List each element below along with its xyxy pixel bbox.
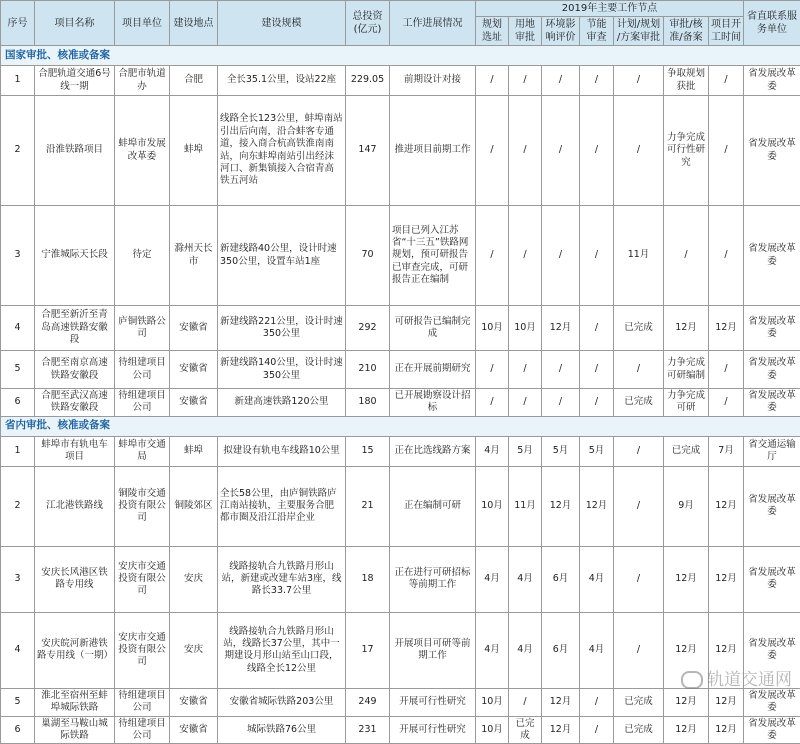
cell-node: 已完成 <box>614 688 664 716</box>
cell-seq: 5 <box>1 351 35 389</box>
cell-scale: 拟建设有轨电车线路10公里 <box>218 436 346 466</box>
cell-node: / <box>509 206 542 306</box>
cell-contact: 省发展改革委 <box>744 96 800 206</box>
cell-location: 蚌埠 <box>170 436 218 466</box>
section-title: 省内审批、核准或备案 <box>1 416 800 436</box>
table-row <box>1 96 800 206</box>
cell-progress: 正在进行可研招标等前期工作 <box>390 546 476 612</box>
cell-contact: 省交通运输厅 <box>744 436 800 466</box>
cell-node: 4月 <box>509 546 542 612</box>
cell-node: / <box>509 96 542 206</box>
cell-node: 12月 <box>709 688 744 716</box>
cell-contact: 省发展改革委 <box>744 466 800 546</box>
cell-node: 力争完成可研编制 <box>664 351 709 389</box>
table-row <box>1 66 800 96</box>
cell-location: 安庆 <box>170 612 218 688</box>
cell-investment: 249 <box>346 688 390 716</box>
cell-node: 已完成 <box>509 716 542 744</box>
cell-node: 7月 <box>709 436 744 466</box>
table-row <box>1 688 800 716</box>
cell-name: 安庆皖河新港铁路专用线（一期） <box>35 612 115 688</box>
cell-node: 12月 <box>542 688 580 716</box>
cell-node: 12月 <box>542 716 580 744</box>
cell-seq: 2 <box>1 96 35 206</box>
cell-scale: 新建线路140公里，设计时速350公里 <box>218 351 346 389</box>
table-row <box>1 546 800 612</box>
cell-investment: 292 <box>346 306 390 351</box>
cell-unit: 待组建项目公司 <box>115 389 170 417</box>
cell-investment: 231 <box>346 716 390 744</box>
cell-investment: 18 <box>346 546 390 612</box>
cell-location: 安徽省 <box>170 351 218 389</box>
cell-node: 12月 <box>709 716 744 744</box>
cell-name: 合肥至新沂至青岛高速铁路安徽段 <box>35 306 115 351</box>
cell-node: / <box>580 688 614 716</box>
cell-node: 已完成 <box>614 306 664 351</box>
cell-node: 12月 <box>709 612 744 688</box>
header-nodes: 2019年主要工作节点 <box>476 1 744 17</box>
cell-node: 12月 <box>542 306 580 351</box>
cell-node: 力争完成可研 <box>664 389 709 417</box>
cell-node: / <box>709 206 744 306</box>
cell-node: 11月 <box>614 206 664 306</box>
cell-node: 4月 <box>580 546 614 612</box>
cell-investment: 210 <box>346 351 390 389</box>
cell-node: / <box>542 351 580 389</box>
cell-node: / <box>580 351 614 389</box>
section-title: 国家审批、核准或备案 <box>1 46 800 66</box>
cell-investment: 180 <box>346 389 390 417</box>
table-row <box>1 306 800 351</box>
cell-node: / <box>509 66 542 96</box>
cell-node: / <box>476 96 509 206</box>
cell-node: / <box>709 96 744 206</box>
cell-unit: 待组建项目公司 <box>115 716 170 744</box>
header-unit: 项目单位 <box>115 1 170 46</box>
cell-node: 10月 <box>476 688 509 716</box>
cell-unit: 合肥市轨道办 <box>115 66 170 96</box>
cell-name: 沿淮铁路项目 <box>35 96 115 206</box>
cell-progress: 项目已列入江苏省“十三五”铁路网规划，预可研报告已审查完成，可研报告正在编制 <box>390 206 476 306</box>
cell-node: / <box>614 466 664 546</box>
cell-progress: 已开展勘察设计招标 <box>390 389 476 417</box>
cell-contact: 省发展改革委 <box>744 612 800 688</box>
cell-seq: 6 <box>1 389 35 417</box>
table-row <box>1 351 800 389</box>
cell-node: / <box>542 206 580 306</box>
cell-node: / <box>614 612 664 688</box>
cell-node: / <box>614 546 664 612</box>
cell-node: / <box>476 66 509 96</box>
cell-node: / <box>580 389 614 417</box>
cell-node: 6月 <box>542 612 580 688</box>
header-investment: 总投资 (亿元) <box>346 1 390 46</box>
section-national <box>1 46 800 66</box>
cell-location: 蚌埠 <box>170 96 218 206</box>
cell-name: 合肥至南京高速铁路安徽段 <box>35 351 115 389</box>
cell-scale: 全长35.1公里，设站22座 <box>218 66 346 96</box>
cell-node: 12月 <box>709 306 744 351</box>
cell-node: 已完成 <box>614 716 664 744</box>
header-node-env: 环境影 响评价 <box>542 17 580 46</box>
cell-node: 10月 <box>509 306 542 351</box>
header-node-land: 用地 审批 <box>509 17 542 46</box>
cell-node: 12月 <box>542 466 580 546</box>
cell-name: 合肥轨道交通6号线一期 <box>35 66 115 96</box>
cell-node: / <box>614 351 664 389</box>
cell-node: / <box>664 206 709 306</box>
cell-seq: 3 <box>1 546 35 612</box>
cell-node: 4月 <box>476 612 509 688</box>
cell-node: / <box>580 716 614 744</box>
cell-progress: 可研报告已编制完成 <box>390 306 476 351</box>
cell-unit: 安庆市交通投资有限公司 <box>115 612 170 688</box>
cell-unit: 铜陵市交通投资有限公司 <box>115 466 170 546</box>
header-node-energy: 节能 审查 <box>580 17 614 46</box>
cell-name: 安庆长风港区铁路专用线 <box>35 546 115 612</box>
cell-seq: 6 <box>1 716 35 744</box>
cell-unit: 蚌埠市发展改革委 <box>115 96 170 206</box>
cell-contact: 省发展改革委 <box>744 546 800 612</box>
header-seq: 序号 <box>1 1 35 46</box>
cell-node: 9月 <box>664 466 709 546</box>
cell-node: 12月 <box>709 466 744 546</box>
cell-node: / <box>476 351 509 389</box>
cell-node: 4月 <box>476 436 509 466</box>
cell-node: 4月 <box>580 612 614 688</box>
cell-node: 12月 <box>664 688 709 716</box>
cell-node: / <box>614 436 664 466</box>
cell-node: / <box>614 66 664 96</box>
cell-seq: 1 <box>1 436 35 466</box>
cell-location: 滁州天长市 <box>170 206 218 306</box>
cell-node: 争取规划获批 <box>664 66 709 96</box>
watermark-text: 轨道交通网 <box>707 670 792 690</box>
table-header <box>1 1 800 46</box>
cell-node: / <box>580 206 614 306</box>
section-provincial <box>1 416 800 436</box>
cell-node: 12月 <box>709 546 744 612</box>
cell-contact: 省发展改革委 <box>744 716 800 744</box>
cell-node: / <box>542 96 580 206</box>
cell-unit: 安庆市交通投资有限公司 <box>115 546 170 612</box>
cell-scale: 新建线路221公里，设计时速350公里 <box>218 306 346 351</box>
cell-location: 安徽省 <box>170 688 218 716</box>
cell-node: 12月 <box>580 466 614 546</box>
cell-scale: 线路全长123公里，蚌埠南站引出后向南，沿合蚌客专通道，接入商合杭高铁淮南南站，向东蚌埠南站引出经沫河口、新集镇接入合宿青高铁五河站 <box>218 96 346 206</box>
cell-unit: 蚌埠市交通局 <box>115 436 170 466</box>
cell-node: 10月 <box>476 466 509 546</box>
cell-node: 11月 <box>509 466 542 546</box>
cell-name: 巢湖至马鞍山城际铁路 <box>35 716 115 744</box>
cell-node: / <box>709 66 744 96</box>
cell-location: 合肥 <box>170 66 218 96</box>
table-row <box>1 206 800 306</box>
header-scale: 建设规模 <box>218 1 346 46</box>
cell-seq: 5 <box>1 688 35 716</box>
cell-name: 宁淮城际天长段 <box>35 206 115 306</box>
cell-seq: 2 <box>1 466 35 546</box>
cell-progress: 开展项目可研等前期工作 <box>390 612 476 688</box>
cell-location: 安徽省 <box>170 306 218 351</box>
cell-seq: 3 <box>1 206 35 306</box>
cell-node: / <box>476 206 509 306</box>
cell-contact: 省发展改革委 <box>744 306 800 351</box>
cell-node: / <box>709 389 744 417</box>
cell-unit: 庐铜铁路公司 <box>115 306 170 351</box>
cell-node: / <box>542 389 580 417</box>
header-progress: 工作进展情况 <box>390 1 476 46</box>
cell-node: / <box>580 66 614 96</box>
cell-location: 铜陵郊区 <box>170 466 218 546</box>
wechat-icon <box>681 671 703 689</box>
cell-location: 安庆 <box>170 546 218 612</box>
table-row <box>1 436 800 466</box>
watermark <box>681 665 792 690</box>
cell-seq: 1 <box>1 66 35 96</box>
cell-investment: 15 <box>346 436 390 466</box>
header-node-approval: 审批/核 准/备案 <box>664 17 709 46</box>
cell-node: / <box>509 389 542 417</box>
header-node-siting: 规划 选址 <box>476 17 509 46</box>
cell-scale: 城际铁路76公里 <box>218 716 346 744</box>
cell-node: 12月 <box>664 306 709 351</box>
cell-node: 5月 <box>542 436 580 466</box>
cell-node: 力争完成可行性研究 <box>664 96 709 206</box>
cell-node: / <box>580 96 614 206</box>
cell-node: 10月 <box>476 306 509 351</box>
cell-node: / <box>580 306 614 351</box>
cell-node: / <box>509 351 542 389</box>
cell-scale: 新建高速铁路120公里 <box>218 389 346 417</box>
cell-node: / <box>542 66 580 96</box>
header-name: 项目名称 <box>35 1 115 46</box>
cell-progress: 开展可行性研究 <box>390 716 476 744</box>
cell-progress: 开展可行性研究 <box>390 688 476 716</box>
table-row <box>1 389 800 417</box>
cell-scale: 安徽省城际铁路203公里 <box>218 688 346 716</box>
cell-seq: 4 <box>1 306 35 351</box>
header-node-start: 项目开 工时间 <box>709 17 744 46</box>
cell-node: 12月 <box>664 612 709 688</box>
cell-contact: 省发展改革委 <box>744 206 800 306</box>
table-row <box>1 716 800 744</box>
cell-contact: 省发展改革委 <box>744 688 800 716</box>
cell-location: 安徽省 <box>170 389 218 417</box>
cell-contact: 省发展改革委 <box>744 66 800 96</box>
cell-progress: 正在编制可研 <box>390 466 476 546</box>
cell-unit: 待组建项目公司 <box>115 688 170 716</box>
cell-investment: 21 <box>346 466 390 546</box>
cell-scale: 线路接轨合九铁路月形山站，新建或改建车站3座，线路长33.7公里 <box>218 546 346 612</box>
cell-investment: 70 <box>346 206 390 306</box>
cell-name: 淮北至宿州至蚌埠城际铁路 <box>35 688 115 716</box>
cell-contact: 省发展改革委 <box>744 389 800 417</box>
cell-investment: 229.05 <box>346 66 390 96</box>
cell-contact: 省发展改革委 <box>744 351 800 389</box>
cell-name: 蚌埠市有轨电车项目 <box>35 436 115 466</box>
table-body <box>1 46 800 744</box>
cell-name: 合肥至武汉高速铁路安徽段 <box>35 389 115 417</box>
cell-node: 12月 <box>664 716 709 744</box>
cell-node: 4月 <box>509 612 542 688</box>
cell-progress: 前期设计对接 <box>390 66 476 96</box>
cell-investment: 147 <box>346 96 390 206</box>
cell-scale: 线路接轨合九铁路月形山站，线路长37公里，其中一期建设月形山站至山口段，线路全长12公里 <box>218 612 346 688</box>
cell-seq: 4 <box>1 612 35 688</box>
cell-node: / <box>509 688 542 716</box>
cell-progress: 正在比选线路方案 <box>390 436 476 466</box>
cell-node: / <box>476 389 509 417</box>
cell-node: 10月 <box>476 716 509 744</box>
header-location: 建设地点 <box>170 1 218 46</box>
cell-location: 安徽省 <box>170 716 218 744</box>
cell-node: 已完成 <box>614 389 664 417</box>
cell-progress: 推进项目前期工作 <box>390 96 476 206</box>
header-contact: 省直联系服 务单位 <box>744 1 800 46</box>
cell-scale: 新建线路40公里，设计时速350公里，设置车站1座 <box>218 206 346 306</box>
cell-investment: 17 <box>346 612 390 688</box>
cell-name: 江北港铁路线 <box>35 466 115 546</box>
table-row <box>1 466 800 546</box>
cell-unit: 待组建项目公司 <box>115 351 170 389</box>
cell-node: 6月 <box>542 546 580 612</box>
cell-node: 5月 <box>580 436 614 466</box>
cell-unit: 待定 <box>115 206 170 306</box>
cell-node: / <box>614 96 664 206</box>
cell-scale: 全长58公里，由庐铜铁路庐江南站接轨，主要服务合肥都市圈及沿江沿岸企业 <box>218 466 346 546</box>
cell-node: 5月 <box>509 436 542 466</box>
header-node-plan: 计划/规划 /方案审批 <box>614 17 664 46</box>
cell-node: 12月 <box>664 546 709 612</box>
cell-node: 4月 <box>476 546 509 612</box>
cell-node: / <box>709 351 744 389</box>
cell-node: 已完成 <box>664 436 709 466</box>
cell-progress: 正在开展前期研究 <box>390 351 476 389</box>
